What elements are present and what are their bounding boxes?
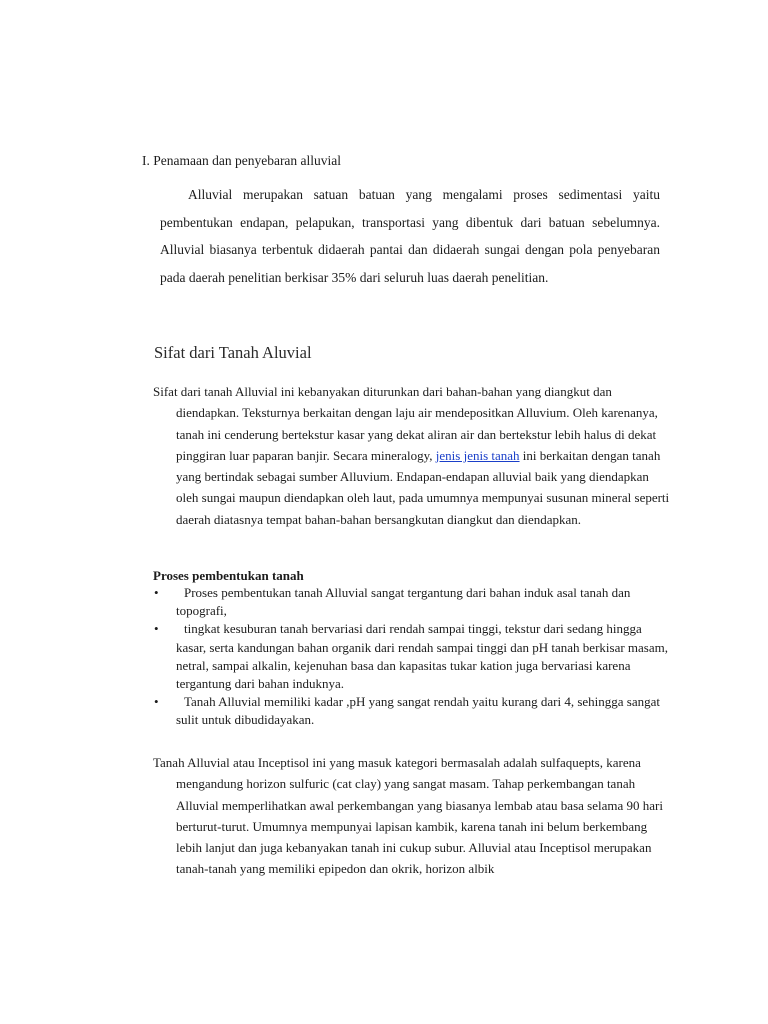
paragraph-sifat-tanah [153, 381, 670, 530]
paragraph-sifat-text-before-link: Sifat dari tanah Alluvial ini kebanyakan diturunkan dari bahan-bahan yang diangkut dan diendapkan. Teksturnya berkaitan dengan laju air mendepositkan Alluvium. Oleh karenanya, tanah ini cenderung bertekstur kasar yang dekat aliran air dan bertekstur lebih halus di dekat pinggiran luar paparan banjir. Secara mineralogy, [153, 384, 658, 463]
list-item [153, 620, 670, 693]
section-heading-sifat: Sifat dari Tanah Aluvial [154, 343, 312, 362]
list-item [153, 584, 670, 620]
section-heading-penamaan: I. Penamaan dan penyebaran alluvial [142, 153, 342, 168]
paragraph-inceptisol: Tanah Alluvial atau Inceptisol ini yang masuk kategori bermasalah adalah sulfaquepts, karena mengandung horizon sulfuric (cat clay) yang sangat masam. Tahap perkembangan tanah Alluvial memperlihatkan awal perkembangan yang biasanya lembab atau basa selama 90 hari berturut-turut. Umumnya mempunyai lapisan kambik, karena tanah ini belum berkembang lebih lanjut dan juga kebanyakan tanah ini cukup subur. Alluvial atau Inceptisol merupakan tanah-tanah yang memiliki epipedon dan okrik, horizon albik [153, 755, 663, 877]
bullet-icon: • [154, 621, 159, 637]
list-item-text: Proses pembentukan tanah Alluvial sangat tergantung dari bahan induk asal tanah dan topografi, [176, 585, 631, 619]
paragraph-alluvial-intro: Alluvial merupakan satuan batuan yang mengalami proses sedimentasi yaitu pembentukan endapan, pelapukan, transportasi yang dibentuk dari batuan sebelumnya. Alluvial biasanya terbentuk didaerah pantai dan didaerah sungai dengan pola penyebaran pada daerah penelitian berkisar 35% dari seluruh luas daerah penelitian. [160, 187, 660, 285]
bullet-icon: • [154, 694, 159, 710]
paragraph-sifat-text-after-link: ini berkaitan dengan tanah yang bertindak sebagai sumber Alluvium. Endapan-endapan alluvial baik yang diendapkan oleh sungai maupun diendapkan oleh laut, pada umumnya mempunyai susunan mineral seperti daerah diatasnya tempat bahan-bahan bersangkutan diangkut dan diendapkan. [176, 447, 670, 527]
process-bullet-list [153, 584, 670, 730]
list-item-text: tingkat kesuburan tanah bervariasi dari rendah sampai tinggi, tekstur dari sedang hingga kasar, serta kandungan bahan organik dari rendah sampai tinggi dan pH tanah berkisar masam, netral, sampai alkalin, kejenuhan basa dan kapasitas tukar kation juga bervariasi karena tergantung dari bahan induknya. [176, 621, 668, 692]
list-item [153, 693, 670, 729]
process-heading: Proses pembentukan tanah [153, 568, 304, 583]
jenis-tanah-link[interactable]: jenis jenis tanah [435, 447, 520, 463]
list-item-text: Tanah Alluvial memiliki kadar ,pH yang sangat rendah yaitu kurang dari 4, sehingga sangat sulit untuk dibudidayakan. [176, 694, 660, 728]
bullet-icon: • [154, 585, 159, 600]
